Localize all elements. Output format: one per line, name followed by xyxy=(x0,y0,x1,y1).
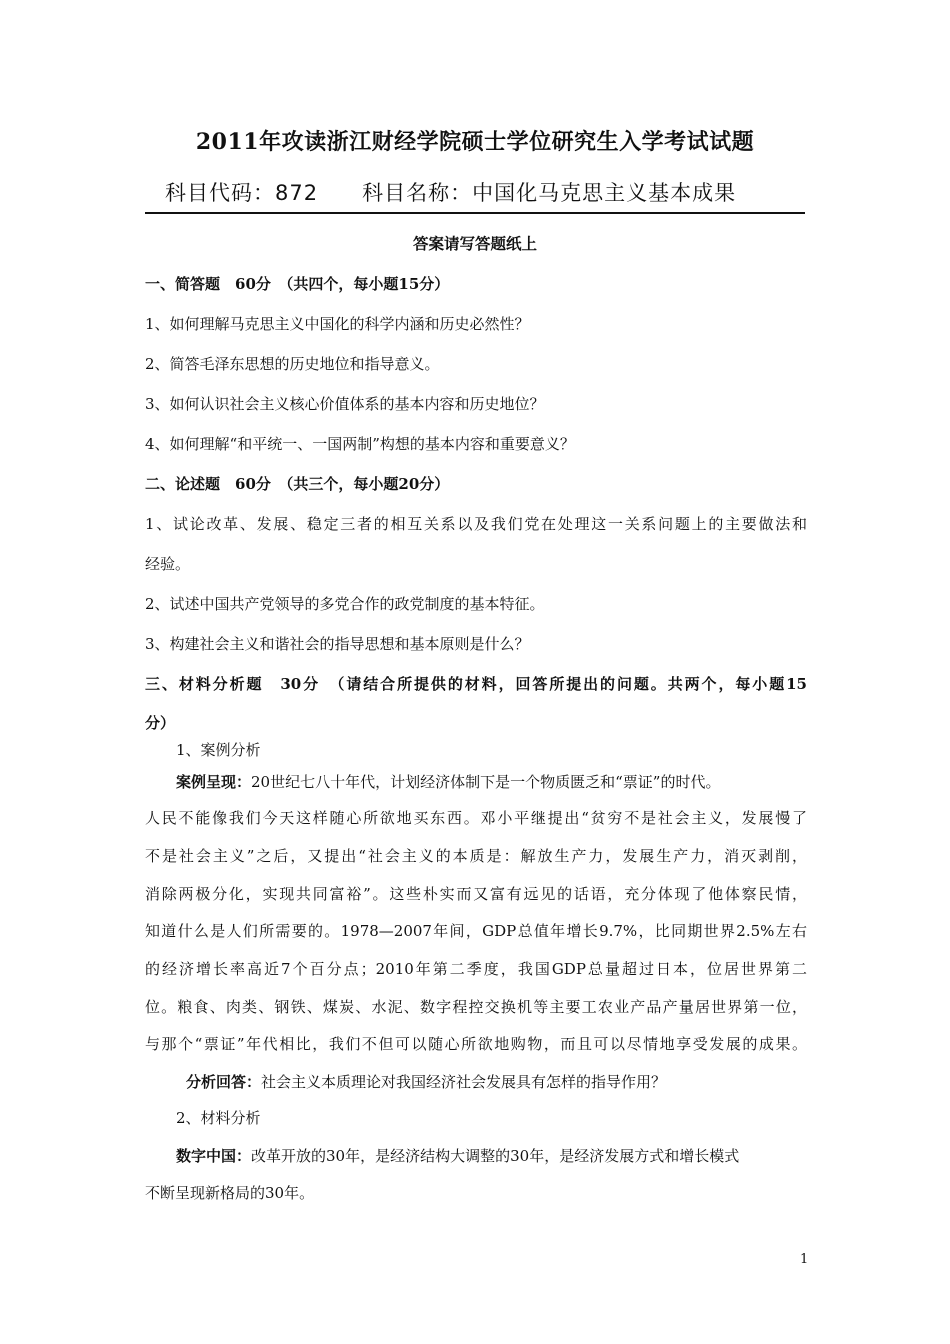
case1-first-line xyxy=(176,771,720,792)
section1-question-3: 3、如何认识社会主义核心价值体系的基本内容和历史地位？ xyxy=(145,395,545,413)
section2-question-1-line2: 经验。 xyxy=(145,555,191,573)
section2-heading: 二、论述题 60分 （共三个，每小题20分） xyxy=(145,475,450,493)
section1-question-2: 2、简答毛泽东思想的历史地位和指导意义。 xyxy=(145,355,440,373)
header-divider xyxy=(145,212,805,214)
case1-answer-label: 分析回答： xyxy=(186,1073,262,1091)
case1-text-line: 人民不能像我们今天这样随心所欲地买东西。邓小平继提出“贫穷不是社会主义，发展慢了 xyxy=(145,809,807,827)
section3-heading-line1: 三、材料分析题 30分 （请结合所提供的材料，回答所提出的问题。共两个，每小题15 xyxy=(145,675,807,693)
section2-question-2: 2、试述中国共产党领导的多党合作的政党制度的基本特征。 xyxy=(145,595,545,613)
subject-code: 科目代码：872 xyxy=(165,181,319,205)
case1-text-line: 20世纪七八十年代，计划经济体制下是一个物质匮乏和“票证”的时代。 xyxy=(251,773,721,791)
answer-notice: 答案请写答题纸上 xyxy=(412,234,537,253)
section1-heading: 一、简答题 60分 （共四个，每小题15分） xyxy=(145,275,450,293)
case2-title: 2、材料分析 xyxy=(176,1109,261,1127)
case2-text-line2: 不断呈现新格局的30年。 xyxy=(145,1184,315,1202)
section1-question-1: 1、如何理解马克思主义中国化的科学内涵和历史必然性？ xyxy=(145,315,530,333)
section3-heading-line2: 分） xyxy=(145,714,176,732)
page-number: 1 xyxy=(800,1252,809,1267)
case1-text-line: 与那个“票证”年代相比，我们不但可以随心所欲地购物，而且可以尽情地享受发展的成果。 xyxy=(145,1035,807,1053)
case1-label: 案例呈现： xyxy=(176,773,252,791)
section2-question-3: 3、构建社会主义和谐社会的指导思想和基本原则是什么？ xyxy=(145,635,530,653)
case2-label: 数字中国： xyxy=(176,1147,252,1165)
case1-text-line: 不是社会主义”之后，又提出“社会主义的本质是：解放生产力，发展生产力，消灭剥削， xyxy=(145,847,807,865)
section1-question-4: 4、如何理解“和平统一、一国两制”构想的基本内容和重要意义？ xyxy=(145,435,575,453)
case2-text-line1: 改革开放的30年，是经济结构大调整的30年，是经济发展方式和增长模式 xyxy=(251,1147,740,1165)
subject-line xyxy=(165,177,736,207)
case1-text-line: 位。粮食、肉类、钢铁、煤炭、水泥、数字程控交换机等主要工农业产品产量居世界第一位， xyxy=(145,998,807,1016)
case1-answer-text: 社会主义本质理论对我国经济社会发展具有怎样的指导作用？ xyxy=(261,1073,667,1091)
case1-text-line: 消除两极分化，实现共同富裕”。这些朴实而又富有远见的话语，充分体现了他体察民情， xyxy=(145,885,807,903)
exam-title: 2011年攻读浙江财经学院硕士学位研究生入学考试试题 xyxy=(195,129,755,155)
case1-text-line: 知道什么是人们所需要的。1978—2007年间，GDP总值年增长9.7%，比同期世界2.5%左右 xyxy=(145,922,807,940)
section2-question-1-line1: 1、试论改革、发展、稳定三者的相互关系以及我们党在处理这一关系问题上的主要做法和 xyxy=(145,515,807,533)
case1-answer xyxy=(186,1071,666,1092)
subject-name: 科目名称：中国化马克思主义基本成果 xyxy=(362,181,737,205)
case1-text-line: 的经济增长率高近7个百分点；2010年第二季度，我国GDP总量超过日本，位居世界第二 xyxy=(145,960,807,978)
case2-first-line xyxy=(176,1145,739,1166)
case1-title: 1、案例分析 xyxy=(176,741,261,759)
